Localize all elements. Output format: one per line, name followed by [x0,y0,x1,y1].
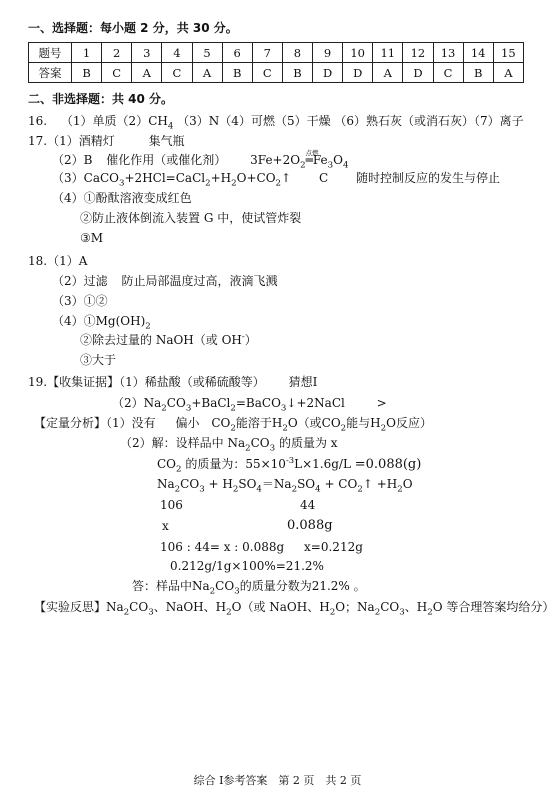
answer-cell: B [222,63,252,83]
q19-l9a: 106 : 44= x : 0.088g [160,540,285,554]
q17-l3-equation: $(3)CaCO_3+2HCl=CaCl_2+H_2O+CO_2↑$ [52,171,292,189]
q17-line6: ③M [80,231,104,245]
table-row [29,43,524,63]
answer-cell: D [313,63,343,83]
q17-line4: （4）①酚酞溶液变成红色 [52,191,192,205]
q19-l3a: 【定量分析】（1）没有 [34,416,156,430]
q18-line6: ③大于 [80,353,117,367]
q19-l1a: 19.【收集证据】（1）稀盐酸（或稀硫酸等） [28,375,265,389]
answer-cell: A [493,63,523,83]
q19-line8 [162,518,333,534]
q17-number: 17. [28,134,48,148]
q17-line3 [52,170,500,189]
q17-line5: ②防止液体倒流入装置 G 中，使试管炸裂 [80,211,302,225]
question-number-cell: 4 [162,43,192,63]
q19-l3b: 偏小 [175,416,200,430]
question-number-cell: 3 [132,43,162,63]
question-number-cell: 14 [463,43,493,63]
q17-l2b: 催化作用（或催化剂） [106,153,227,167]
answer-cell: D [343,63,373,83]
q19-l2a: $(2)Na_2CO_3+BaCl_2=BaCO_3↓+2NaCl$ [112,396,345,414]
q19-l9b: x=0.212g [304,540,363,554]
question-number-cell: 6 [222,43,252,63]
answer-cell: C [102,63,132,83]
q19-line2 [112,395,387,414]
answer-cell: C [162,63,192,83]
q17-line2 [52,149,349,171]
q16-number: 16. [28,114,48,128]
answer-table [28,42,524,83]
section1-title: 一、选择题：每小题 2 分，共 30 分。 [28,21,238,35]
question-number-cell: 13 [433,43,463,63]
q19-l7a: 106 [160,498,183,512]
row-label-answer: 答案 [29,63,72,83]
q17-l1b: 集气瓶 [148,134,185,148]
q16-part1-sub: 4 [167,121,174,132]
answer-cell: D [403,63,433,83]
q17-line1 [28,133,185,149]
question-number-cell: 12 [403,43,433,63]
q16-answer [28,113,524,132]
table-row [29,63,524,83]
q17-equation1: $3Fe+2O_2$ 点燃 $═Fe_3O_4$ [250,149,349,171]
q19-line7 [160,497,316,513]
q18-line3: （3）①② [52,294,108,308]
q19-l3c: $CO_2$能溶于$H_2O$（或$CO_2$能与$H_2O$反应） [211,416,432,434]
q19-l7b: 44 [300,498,316,512]
question-number-cell: 1 [72,43,102,63]
question-number-cell: 11 [373,43,403,63]
answer-cell: C [252,63,282,83]
q19-line4: （2）解：设样品中 $Na_2CO_3$ 的质量为 x [120,436,338,454]
q17-l3-text: 随时控制反应的发生与停止 [355,171,500,185]
q17-l3-ans: C [318,171,329,185]
section2-title: 二、非选择题：共 40 分。 [28,92,174,106]
q19-line1 [28,374,317,390]
q19-line9 [160,539,363,555]
q19-l8a: x [162,519,169,533]
row-label-number: 题号 [29,43,72,63]
question-number-cell: 7 [252,43,282,63]
answer-cell: A [132,63,162,83]
q16-part2: （3）N（4）可燃（5）干燥 （6）熟石灰（或消石灰）（7）离子 [177,114,524,128]
q17-l1a: （1）酒精灯 [47,134,115,148]
answer-cell: B [282,63,312,83]
answer-cell: B [72,63,102,83]
q18-line2 [52,273,277,289]
answer-cell: C [433,63,463,83]
q19-line3 [34,415,432,434]
q17-l2a: （2）B [52,153,93,167]
q19-l8b: 0.088g [287,518,333,533]
q18-l2b: 防止局部温度过高，液滴飞溅 [121,274,278,288]
q19-line11: 答：样品中$Na_2CO_3$的质量分数为21.2% 。 [132,579,366,597]
q16-part1: （1）单质（2）CH [60,114,168,128]
question-number-cell: 15 [493,43,523,63]
question-number-cell: 9 [313,43,343,63]
question-number-cell: 10 [343,43,373,63]
q19-l2b: > [376,396,387,410]
question-number-cell: 2 [102,43,132,63]
q19-line6: $Na_2CO_3 + H_2SO_4=Na_2SO_4$ + $CO_2↑ +H_2O$ [157,477,413,495]
answer-cell: B [463,63,493,83]
q19-line5: $CO_2$ 的质量为：$55\times 10^{-3}L\times 1.6g/L =0.088(g)$ [157,455,422,475]
q19-line10: 0.212g/1g×100%=21.2% [170,559,324,573]
q18-line1: 18.（1）A [28,254,88,268]
question-number-cell: 5 [192,43,222,63]
q19-l1b: 猜想Ⅰ [288,375,318,389]
q18-line5: ②除去过量的 NaOH（或 OH-） [80,331,257,347]
q18-l2a: （2）过滤 [52,274,108,288]
q19-line12: 【实验反思】$Na_2CO_3$、NaOH、$H_2O$（或 NaOH、$H_2O$；$Na_2CO_3$、$H_2O$ 等合理答案均给分） [34,600,555,618]
page-footer: 综合 I参考答案 第 2 页 共 2 页 [193,774,362,787]
answer-cell: A [373,63,403,83]
q18-line4: $(4)①Mg(OH)_2$ [52,314,151,332]
answer-cell: A [192,63,222,83]
question-number-cell: 8 [282,43,312,63]
